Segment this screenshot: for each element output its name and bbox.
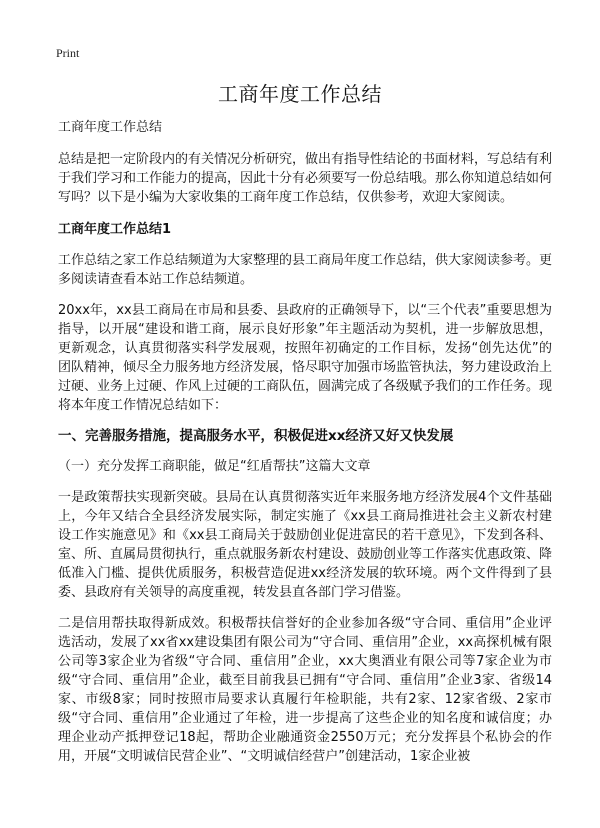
intro-paragraph: 总结是把一定阶段内的有关情况分析研究，做出有指导性结论的书面材料，写总结有利于我们学习和工作能力的提高，因此十分有必须要写一份总结哦。那么你知道总结如何写吗？以下是小编为大家收集的工商年度工作总结，仅供参考，欢迎大家阅读。 xyxy=(58,152,553,205)
document-title: 工商年度工作总结 xyxy=(218,82,382,106)
heading-level1: 一、完善服务措施，提高服务水平，积极促进xx经济又好又快发展 xyxy=(58,428,454,444)
section-note-paragraph: 工作总结之家工作总结频道为大家整理的县工商局年度工作总结，供大家阅读参考。更多阅读请查看本站工作总结频道。 xyxy=(58,253,553,287)
opening-paragraph: 20xx年，xx县工商局在市局和县委、县政府的正确领导下，以“三个代表”重要思想为指导，以开展“建设和谐工商，展示良好形象”年主题活动为契机，进一步解放思想，更新观念，认真贯彻落实科学发展观，按照年初确定的工作目标，发扬“创先达优”的团队精神，倾尽全力服务地方经济发展，恪尽职守加强市场监管执法，努力建设政治上过硬、业务上过硬、作风上过硬的工商队伍，圆满完成了各级赋予我们的工作任务。现将本年度工作情况总结如下： xyxy=(58,303,553,413)
heading-level2: （一）充分发挥工商职能，做足“红盾帮扶”这篇大文章 xyxy=(58,459,371,474)
section-heading: 工商年度工作总结1 xyxy=(58,222,172,237)
document-body xyxy=(58,118,552,778)
body-paragraph-2: 二是信用帮扶取得新成效。积极帮扶信誉好的企业参加各级“守合同、重信用”企业评选活动，发展了xx省xx建设集团有限公司为“守合同、重信用”企业，xx高探机械有限公司等3家企业为省级“守合同、重信用”企业，xx大奥酒业有限公司等7家企业为市级“守合同、重信用”企业，截至目前我县已拥有“守合同、重信用”企业3家、省级14家、市级8家；同时按照市局要求认真履行年检职能，共有2家、12家省级、2家市级“守合同、重信用”企业通过了年检，进一步提高了这些企业的知名度和诚信度；办理企业动产抵押登记18起，帮助企业融通资金2550万元；充分发挥县个私协会的作用，开展“文明诚信民营企业”、“文明诚信经营户”创建活动，1家企业被 xyxy=(58,616,552,764)
body-paragraph-1: 一是政策帮扶实现新突破。县局在认真贯彻落实近年来服务地方经济发展4个文件基础上，今年又结合全县经济发展实际，制定实施了《xx县工商局推进社会主义新农村建设工作实施意见》和《xx县工商局关于鼓励创业促进富民的若干意见》，下发到各科、室、所、直属局贯彻执行，重点就服务新农村建设、鼓励创业等工作落实优惠政策、降低准入门槛、提供优质服务，积极营造促进xx经济发展的软环境。两个文件得到了县委、县政府有关领导的高度重视，转发县直各部门学习借鉴。 xyxy=(58,490,553,600)
print-label: Print xyxy=(56,46,80,60)
document-subtitle: 工商年度工作总结 xyxy=(58,120,163,135)
